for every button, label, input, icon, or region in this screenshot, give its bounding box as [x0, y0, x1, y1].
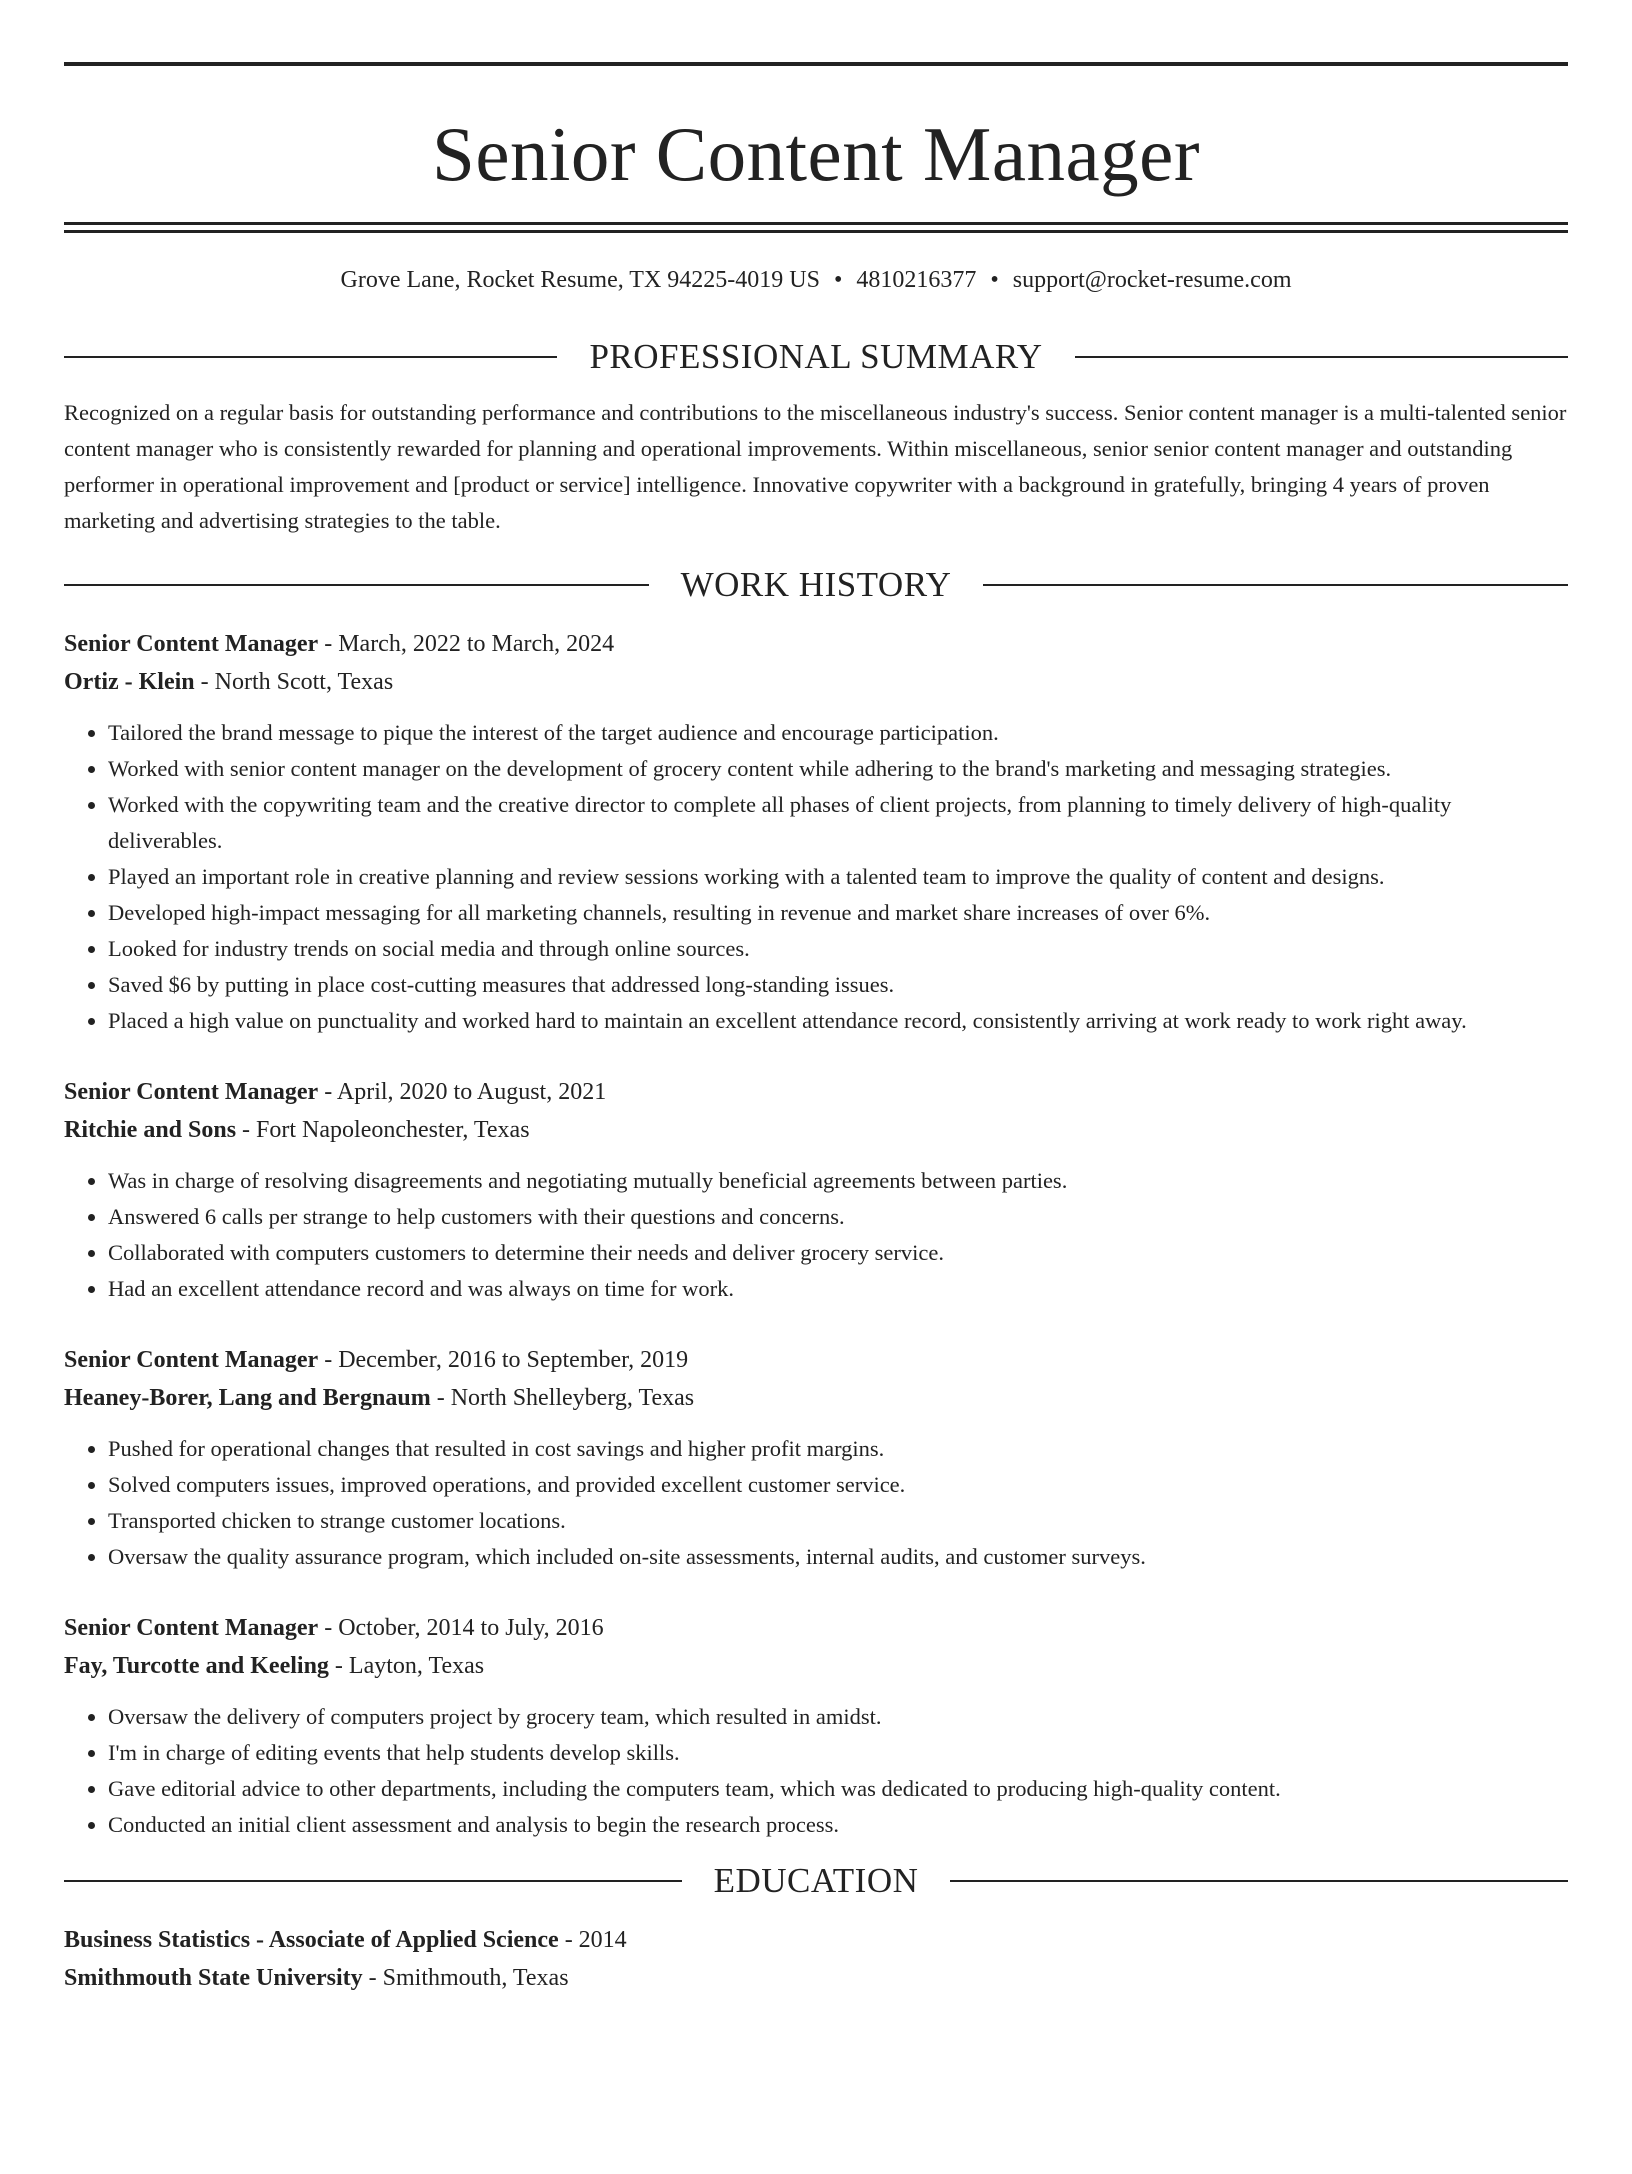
- job-entry: [64, 625, 1568, 1039]
- duty-item: • Saved $6 by putting in place cost-cutting measures that addressed long-standing issues.: [108, 967, 1568, 1003]
- education-degree: Business Statistics - Associate of Applied Science: [64, 1927, 559, 1953]
- section-heading-label: PROFESSIONAL SUMMARY: [589, 337, 1043, 376]
- duty-item: • Had an excellent attendance record and was always on time for work.: [108, 1271, 1568, 1307]
- job-duties: [64, 715, 1568, 1039]
- job-duties: [64, 1163, 1568, 1307]
- duty-item: • Gave editorial advice to other departments, including the computers team, which was dedicated to producing high-quality content.: [108, 1771, 1568, 1807]
- job-company-line: [64, 1379, 1568, 1417]
- job-entry: [64, 1341, 1568, 1575]
- section-heading-education: [64, 1861, 1568, 1901]
- education-location: - Smithmouth, Texas: [362, 1965, 569, 1991]
- bullet-separator: •: [990, 267, 999, 293]
- heading-rule-left: [64, 1880, 682, 1882]
- heading-rule-right: [1075, 356, 1568, 358]
- top-rule: [64, 62, 1568, 66]
- education-degree-line: [64, 1921, 1568, 1959]
- job-location: - North Shelleyberg, Texas: [430, 1385, 695, 1411]
- duty-item: • Pushed for operational changes that resulted in cost savings and higher profit margins.: [108, 1431, 1568, 1467]
- job-company: Ritchie and Sons: [64, 1117, 237, 1143]
- heading-rule-right: [983, 584, 1568, 586]
- work-history-list: [64, 625, 1568, 1843]
- job-company: Fay, Turcotte and Keeling: [64, 1653, 329, 1679]
- job-company-line: [64, 663, 1568, 701]
- section-heading-summary: [64, 337, 1568, 377]
- job-title-line: [64, 625, 1568, 663]
- resume-page: [0, 62, 1632, 2174]
- job-title: Senior Content Manager: [64, 1347, 319, 1373]
- title-double-rule: [64, 222, 1568, 233]
- contact-phone: 4810216377: [856, 267, 977, 293]
- duty-item: • Developed high-impact messaging for all marketing channels, resulting in revenue and market share increases of over 6%.: [108, 895, 1568, 931]
- duty-item: • Collaborated with computers customers to determine their needs and deliver grocery service.: [108, 1235, 1568, 1271]
- section-heading-work-history: [64, 565, 1568, 605]
- contact-address: Grove Lane, Rocket Resume, TX 94225-4019 US: [340, 267, 820, 293]
- duty-item: • Placed a high value on punctuality and worked hard to maintain an excellent attendance record, consistently arriving at work ready to work right away.: [108, 1003, 1568, 1039]
- education-school-line: [64, 1959, 1568, 1997]
- job-duties: [64, 1699, 1568, 1843]
- duty-item: • Transported chicken to strange customer locations.: [108, 1503, 1568, 1539]
- duty-item: • Oversaw the delivery of computers project by grocery team, which resulted in amidst.: [108, 1699, 1568, 1735]
- duty-item: • Was in charge of resolving disagreements and negotiating mutually beneficial agreements between parties.: [108, 1163, 1568, 1199]
- duty-item: • Worked with senior content manager on the development of grocery content while adhering to the brand's marketing and messaging strategies.: [108, 751, 1568, 787]
- heading-rule-right: [950, 1880, 1568, 1882]
- contact-line: [64, 265, 1568, 295]
- duty-item: • Looked for industry trends on social media and through online sources.: [108, 931, 1568, 967]
- section-heading-label: EDUCATION: [713, 1861, 919, 1900]
- job-company-line: [64, 1647, 1568, 1685]
- section-heading-label: WORK HISTORY: [680, 565, 952, 604]
- resume-title: Senior Content Manager: [432, 111, 1200, 197]
- job-location: - Layton, Texas: [328, 1653, 485, 1679]
- job-entry: [64, 1073, 1568, 1307]
- duty-item: • Worked with the copywriting team and the creative director to complete all phases of client projects, from planning to timely delivery of high-quality deliverables.: [108, 787, 1568, 859]
- duty-item: • Oversaw the quality assurance program, which included on-site assessments, internal audits, and customer surveys.: [108, 1539, 1568, 1575]
- education-school: Smithmouth State University: [64, 1965, 363, 1991]
- job-entry: [64, 1609, 1568, 1843]
- job-company-line: [64, 1111, 1568, 1149]
- job-dates: - December, 2016 to September, 2019: [318, 1347, 689, 1373]
- education-entry: [64, 1921, 1568, 1997]
- job-title: Senior Content Manager: [64, 1079, 319, 1105]
- job-duties: [64, 1431, 1568, 1575]
- duty-item: • Answered 6 calls per strange to help customers with their questions and concerns.: [108, 1199, 1568, 1235]
- job-dates: - April, 2020 to August, 2021: [318, 1079, 607, 1105]
- job-title: Senior Content Manager: [64, 631, 319, 657]
- job-location: - North Scott, Texas: [194, 669, 394, 695]
- contact-email: support@rocket-resume.com: [1012, 267, 1292, 293]
- job-dates: - October, 2014 to July, 2016: [318, 1615, 604, 1641]
- bullet-separator: •: [833, 267, 843, 293]
- job-title-line: [64, 1073, 1568, 1111]
- job-company: Heaney-Borer, Lang and Bergnaum: [64, 1385, 431, 1411]
- job-title-line: [64, 1609, 1568, 1647]
- summary-paragraph: Recognized on a regular basis for outstanding performance and contributions to the miscellaneous industry's success. Senior content manager is a multi-talented senior content manager who is consistently rewarded for planning and operational improvements. Within miscellaneous, senior senior content manager and outstanding performer in operational improvement and [product or service] intelligence. Innovative copywriter with a background in gratefully, bringing 4 years of proven marketing and advertising strategies to the table.: [64, 400, 1567, 533]
- job-location: - Fort Napoleonchester, Texas: [236, 1117, 530, 1143]
- job-title-line: [64, 1341, 1568, 1379]
- heading-rule-left: [64, 356, 557, 358]
- duty-item: • Conducted an initial client assessment and analysis to begin the research process.: [108, 1807, 1568, 1843]
- job-company: Ortiz - Klein: [64, 669, 195, 695]
- duty-item: • Tailored the brand message to pique the interest of the target audience and encourage participation.: [108, 715, 1568, 751]
- job-dates: - March, 2022 to March, 2024: [318, 631, 615, 657]
- duty-item: • Played an important role in creative planning and review sessions working with a talented team to improve the quality of content and designs.: [108, 859, 1568, 895]
- duty-item: • I'm in charge of editing events that help students develop skills.: [108, 1735, 1568, 1771]
- job-title: Senior Content Manager: [64, 1615, 319, 1641]
- duty-item: • Solved computers issues, improved operations, and provided excellent customer service.: [108, 1467, 1568, 1503]
- heading-rule-left: [64, 584, 649, 586]
- education-year: - 2014: [558, 1927, 627, 1953]
